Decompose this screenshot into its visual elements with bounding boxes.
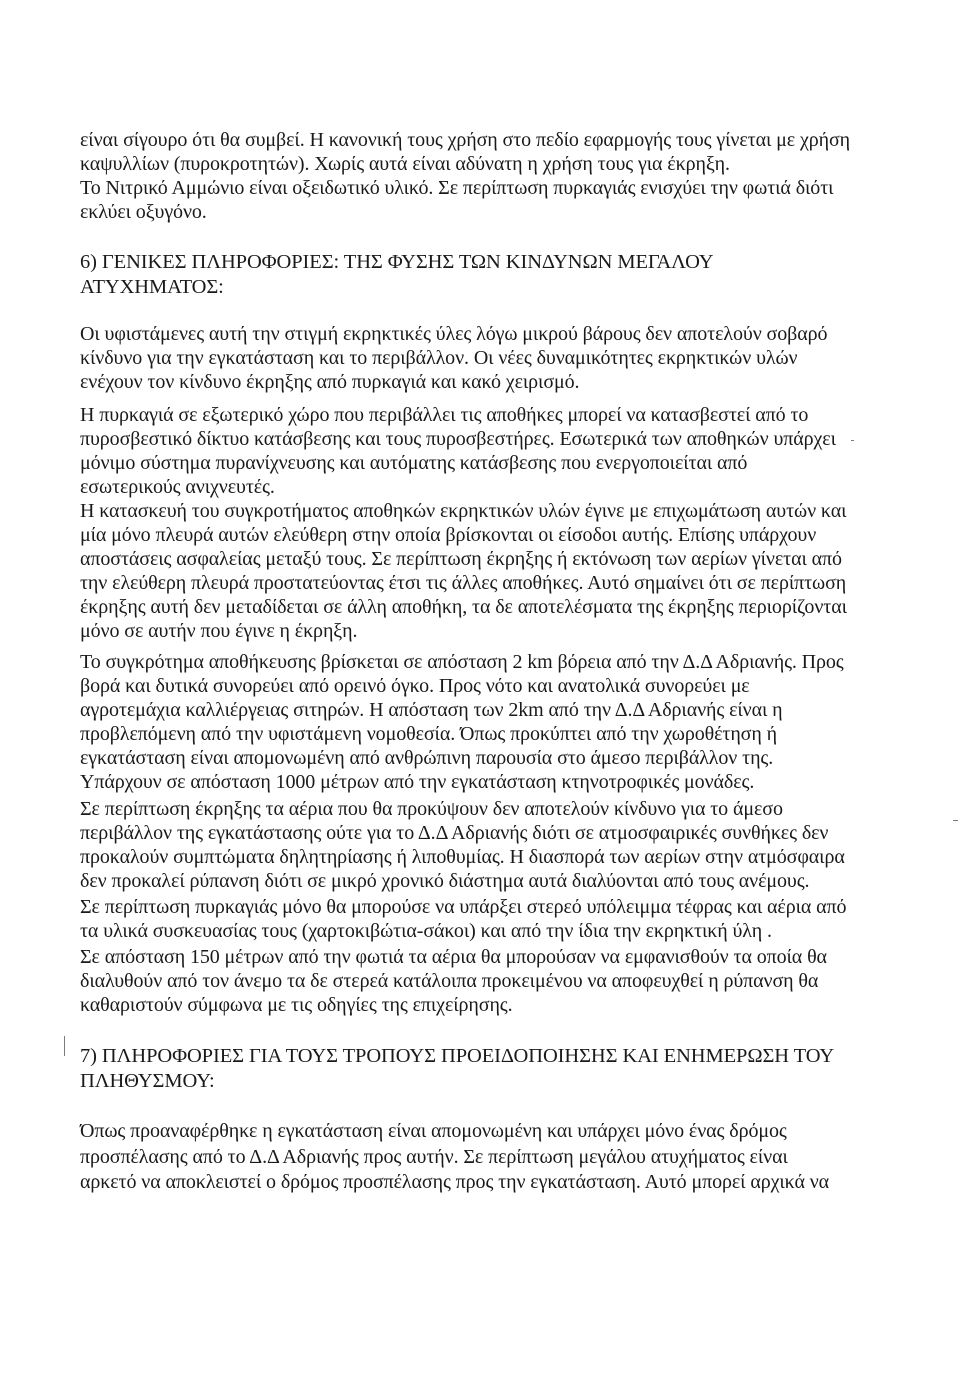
section-6-heading: 6) ΓΕΝΙΚΕΣ ΠΛΗΡΟΦΟΡΙΕΣ: ΤΗΣ ΦΥΣΗΣ ΤΩΝ ΚΙΝΔΥΝΩΝ ΜΕΓΑΛΟΥ <box>80 251 714 273</box>
section-6-body-line: διαλυθούν από τον άνεμο τα δε στερεά κατάλοιπα προκειμένου να αποφευχθεί η ρύπανση θα <box>80 970 819 992</box>
section-6-body-line: ενέχουν τον κίνδυνο έκρηξης από πυρκαγιά και κακό χειρισμό. <box>80 371 580 393</box>
section-6-body-line: αποστάσεις ασφαλείας μεταξύ τους. Σε περίπτωση έκρηξης ή εκτόνωση των αερίων γίνεται από <box>80 548 842 570</box>
intro-line: Το Νιτρικό Αμμώνιο είναι οξειδωτικό υλικό. Σε περίπτωση πυρκαγιάς ενισχύει την φωτιά διότι <box>80 177 834 199</box>
section-6-body-line: μόνιμο σύστημα πυρανίχνευσης και αυτόματης κατάσβεσης που ενεργοποιείται από <box>80 452 748 474</box>
section-6-body-line: Σε περίπτωση έκρηξης τα αέρια που θα προκύψουν δεν αποτελούν κίνδυνο για το άμεσο <box>80 798 783 820</box>
intro-line: καψυλλίων (πυροκροτητών). Χωρίς αυτά είναι αδύνατη η χρήση τους για έκρηξη. <box>80 153 730 175</box>
section-6-body-line: κίνδυνο για την εγκατάσταση και το περιβάλλον. Οι νέες δυναμικότητες εκρηκτικών υλών <box>80 347 798 369</box>
section-6-body-line: Η κατασκευή του συγκροτήματος αποθηκών εκρηκτικών υλών έγινε με επιχωμάτωση αυτών και <box>80 500 847 522</box>
section-6-body-line: Σε απόσταση 150 μέτρων από την φωτιά τα αέρια θα μπορούσαν να εμφανισθούν τα οποία θα <box>80 946 827 968</box>
section-6-body-line: προβλεπόμενη από την υφιστάμενη νομοθεσία. Όπως προκύπτει από την χωροθέτηση ή <box>80 723 777 745</box>
section-7-body-line: αρκετό να αποκλειστεί ο δρόμος προσπέλασης προς την εγκατάσταση. Αυτό μπορεί αρχικά να <box>80 1171 830 1193</box>
section-6-body-line: μόνο σε αυτήν που έγινε η έκρηξη. <box>80 620 358 642</box>
section-7-heading: ΠΛΗΘΥΣΜΟΥ: <box>80 1070 215 1092</box>
section-6-body-line: την ελεύθερη πλευρά προστατεύοντας έτσι τις άλλες αποθήκες. Αυτό σημαίνει ότι σε περίπτωση <box>80 572 847 594</box>
section-6-body-line: προκαλούν συμπτώματα δηλητηρίασης ή λιποθυμίας. Η διασπορά των αερίων στην ατμόσφαιρα <box>80 846 845 868</box>
section-6-body-line: Η πυρκαγιά σε εξωτερικό χώρο που περιβάλλει τις αποθήκες μπορεί να κατασβεστεί από το <box>80 404 809 426</box>
scan-artifact-dot <box>851 440 854 441</box>
section-6-body-line: βορά και δυτικά συνορεύει από ορεινό όγκο. Προς νότο και ανατολικά συνορεύει με <box>80 675 750 697</box>
section-6-body-line: Υπάρχουν σε απόσταση 1000 μέτρων από την εγκατάσταση κτηνοτροφικές μονάδες. <box>80 771 755 793</box>
section-7-body-line: Όπως προαναφέρθηκε η εγκατάσταση είναι απομονωμένη και υπάρχει μόνο ένας δρόμος <box>80 1120 787 1142</box>
section-6-body-line: Οι υφιστάμενες αυτή την στιγμή εκρηκτικές ύλες λόγω μικρού βάρους δεν αποτελούν σοβαρό <box>80 323 828 345</box>
scan-artifact-dot <box>953 820 958 821</box>
section-6-body-line: εσωτερικούς ανιχνευτές. <box>80 476 275 498</box>
section-6-body-line: δεν προκαλεί ρύπανση διότι σε μικρό χρονικό διάστημα αυτά διαλύονται από τους ανέμους. <box>80 870 810 892</box>
section-6-body-line: εγκατάσταση είναι απομονωμένη από ανθρώπινη παρουσία στο άμεσο περιβάλλον της. <box>80 747 774 769</box>
section-7-body-line: προσπέλασης από το Δ.Δ Αδριανής προς αυτήν. Σε περίπτωση μεγάλου ατυχήματος είναι <box>80 1146 788 1168</box>
section-6-body-line: τα υλικά συσκευασίας τους (χαρτοκιβώτια-σάκοι) και από την ίδια την εκρηκτική ύλη . <box>80 920 772 942</box>
section-6-body-line: Το συγκρότημα αποθήκευσης βρίσκεται σε απόσταση 2 km βόρεια από την Δ.Δ Αδριανής. Προς <box>80 651 844 673</box>
section-6-body-line: έκρηξης αυτή δεν μεταδίδεται σε άλλη αποθήκη, τα δε αποτελέσματα της έκρηξης περιορίζονται <box>80 596 847 618</box>
section-6-body-line: περιβάλλον της εγκατάστασης ούτε για το Δ.Δ Αδριανής διότι σε ατμοσφαιρικές συνθήκες δεν <box>80 822 829 844</box>
section-6-body-line: καθαριστούν σύμφωνα με τις οδηγίες της επιχείρησης. <box>80 994 513 1016</box>
intro-line: είναι σίγουρο ότι θα συμβεί. Η κανονική τους χρήση στο πεδίο εφαρμογής τους γίνεται με χρήση <box>80 129 851 151</box>
section-6-body-line: μία μόνο πλευρά αυτών ελεύθερη στην οποία βρίσκονται οι είσοδοι αυτής. Επίσης υπάρχουν <box>80 524 817 546</box>
section-7-heading: 7) ΠΛΗΡΟΦΟΡΙΕΣ ΓΙΑ ΤΟΥΣ ΤΡΟΠΟΥΣ ΠΡΟΕΙΔΟΠΟΙΗΣΗΣ ΚΑΙ ΕΝΗΜΕΡΩΣΗ ΤΟΥ <box>80 1045 835 1067</box>
section-6-heading: ΑΤΥΧΗΜΑΤΟΣ: <box>80 276 224 298</box>
section-6-body-line: Σε περίπτωση πυρκαγιάς μόνο θα μπορούσε να υπάρξει στερεό υπόλειμμα τέφρας και αέρια από <box>80 896 847 918</box>
intro-line: εκλύει οξυγόνο. <box>80 201 207 223</box>
scan-artifact-mark <box>64 1036 65 1056</box>
section-6-body-line: πυροσβεστικό δίκτυο κατάσβεσης και τους πυροσβεστήρες. Εσωτερικά των αποθηκών υπάρχει <box>80 428 836 450</box>
section-6-body-line: αγροτεμάχια καλλιέργειας σιτηρών. Η απόσταση των 2km από την Δ.Δ Αδριανής είναι η <box>80 699 783 721</box>
